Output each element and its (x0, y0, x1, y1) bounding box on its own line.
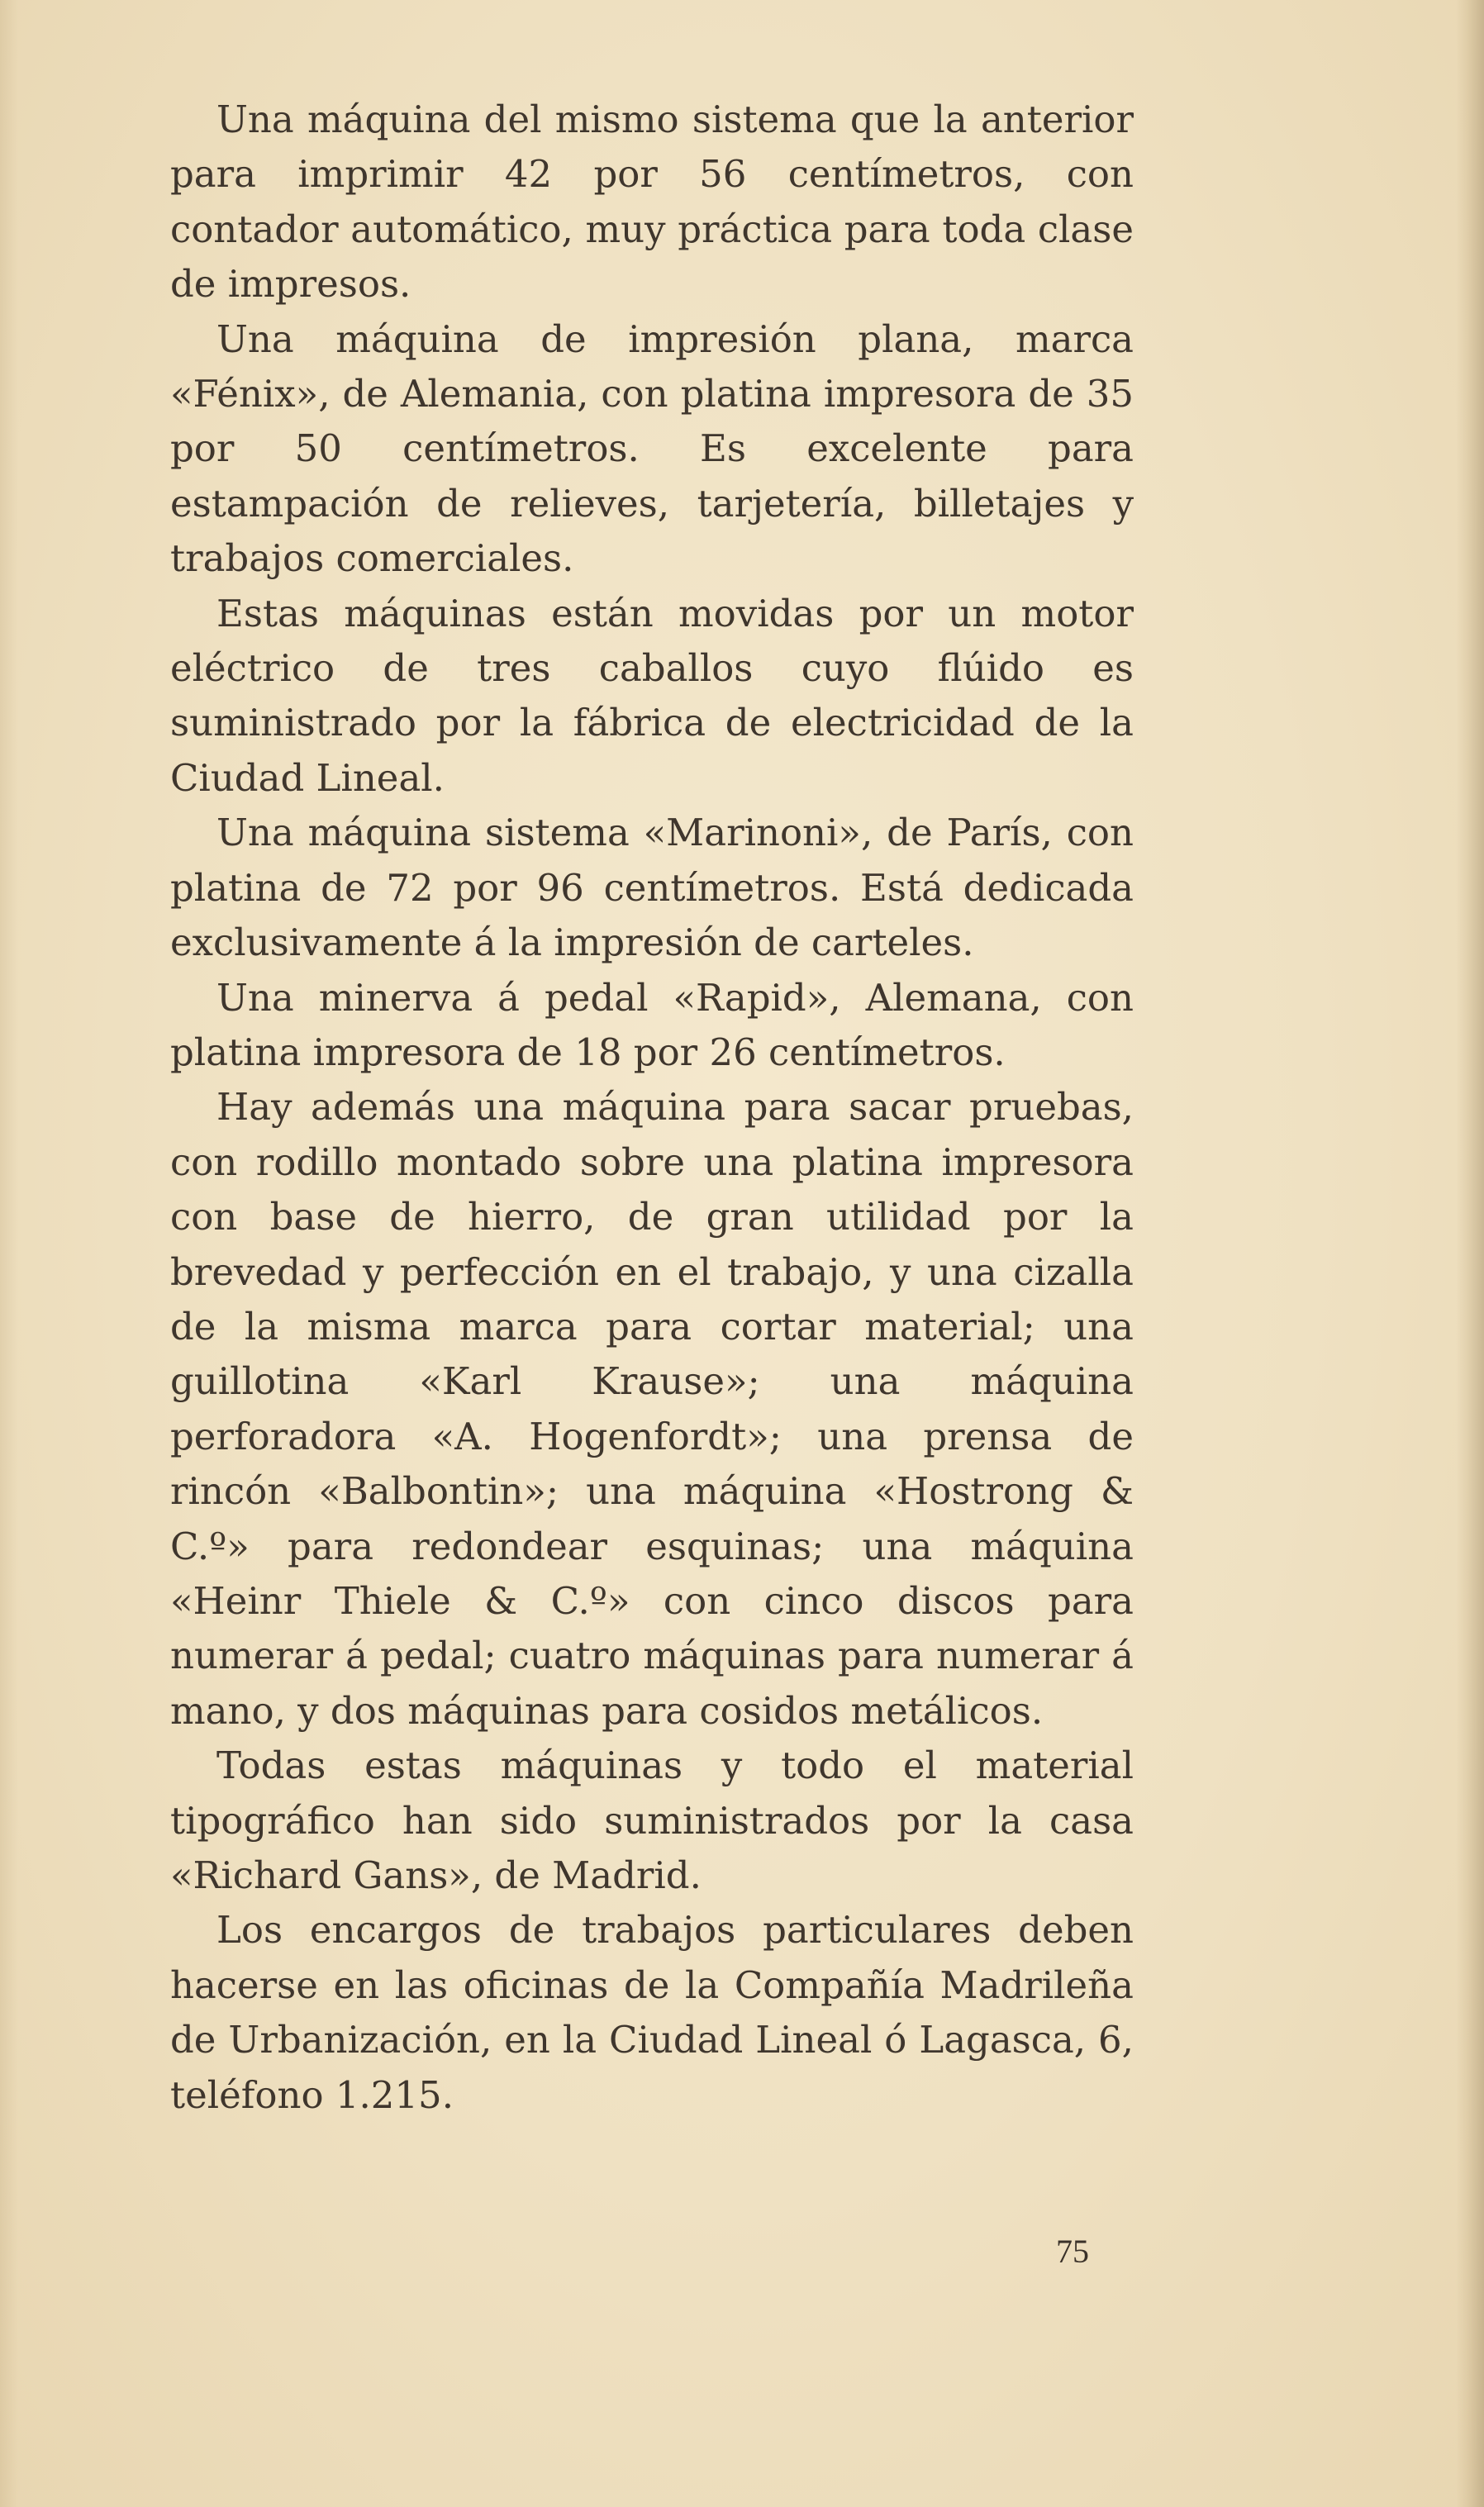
paragraph-marinoni-posters: Una máquina sistema «Marinoni», de París, con platina de 72 por 96 centímetros. Está dedicada exclusivamente á la impresión de carteles. (170, 811, 1134, 965)
page-number: 75 (1056, 2233, 1089, 2270)
paragraph-fenix-press: Una máquina de impresión plana, marca «Fénix», de Alemania, con platina impresora de 35 por 50 centímetros. Es excelente para estampación de relieves, tarjetería, billetajes y trabajos comerciales. (170, 316, 1134, 581)
paragraph-orders-contact: Los encargos de trabajos particulares deben hacerse en las oficinas de la Compañía Madrileña de Urbanización, en la Ciudad Lineal ó Lagasca, 6, teléfono 1.215. (170, 1908, 1134, 2117)
paragraph-richard-gans: Todas estas máquinas y todo el material tipográfico han sido suministrados por la casa «Richard Gans», de Madrid. (170, 1743, 1134, 1897)
page-right-edge-shadow (1456, 0, 1484, 2507)
paragraph-additional-machines: Hay además una máquina para sacar pruebas, con rodillo montado sobre una platina impresora con base de hierro, de gran utilidad por la brevedad y perfección en el trabajo, y una cizalla de la misma marca para cortar material; una guillotina «Karl Krause»; una máquina perforadora «A. Hogenfordt»; una prensa de rincón «Balbontin»; una máquina «Hostrong & C.º» para redondear esquinas; una máquina «Heinr Thiele & C.º» con cinco discos para numerar á pedal; cuatro máquinas para numerar á mano, y dos máquinas para cosidos metálicos. (170, 1085, 1134, 1733)
paragraph-electric-motor: Estas máquinas están movidas por un motor eléctrico de tres caballos cuyo flúido es suministrado por la fábrica de electricidad de la Ciudad Lineal. (170, 591, 1134, 800)
paragraph-marinoni-small-press: Una máquina del mismo sistema que la anterior para imprimir 42 por 56 centímetros, con contador automático, muy práctica para toda clase de impresos. (170, 98, 1134, 307)
page-left-edge-shadow (0, 0, 18, 2507)
paragraph-rapid-minerva: Una minerva á pedal «Rapid», Alemana, con platina impresora de 18 por 26 centímetros. (170, 975, 1134, 1074)
body-text (170, 93, 1134, 2123)
